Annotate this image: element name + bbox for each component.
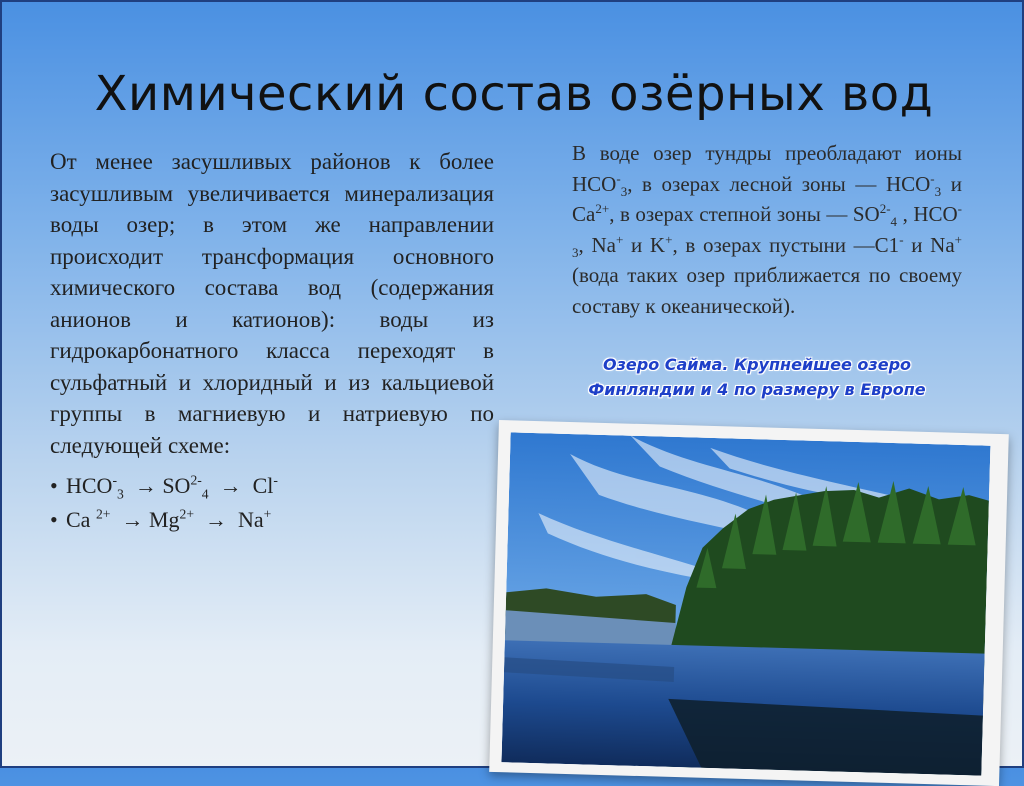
arrow: → <box>205 507 228 532</box>
left-paragraph: От менее засушливых районов к более засушливым увеличивается минерализация воды озер; в этом же направлении происходит трансформация основного химического состава вод (содержания анионов и катионов): воды из гидрокарбонатного класса переходят в сульфатный и хлоридный и из кальциевой группы в магниевую и натриевую по следующей схеме: <box>50 149 494 458</box>
ion-charge: - <box>112 472 117 488</box>
ion-charge: + <box>615 231 624 247</box>
ion-charge: + <box>954 231 962 247</box>
right-text-block <box>572 138 962 321</box>
text-run: , в озерах степной зоны — SO <box>609 202 880 226</box>
bullet-marker: • <box>50 507 58 532</box>
ion-charge: - <box>616 170 621 186</box>
caption-line-2: Финляндии и 4 по размеру в Европе <box>588 380 926 399</box>
photo-caption <box>522 352 992 402</box>
ion-mg: Mg <box>148 507 180 532</box>
text-run: В воде озер тундры преобладают ионы HCO <box>572 141 962 196</box>
ion-charge: - <box>930 170 935 186</box>
ion-index: 4 <box>890 214 898 230</box>
arrow: → <box>219 473 242 498</box>
slide-title: Химический состав озёрных вод <box>94 66 934 122</box>
ion-charge: + <box>263 506 272 522</box>
text-run: и K <box>623 232 666 257</box>
photo-frame <box>489 420 1009 786</box>
bullet-marker: • <box>50 473 58 498</box>
lake-landscape-illustration <box>501 432 990 775</box>
caption-line-1: Озеро Сайма. Крупнейшее озеро <box>602 355 912 374</box>
ion-index: 3 <box>572 244 579 260</box>
arrow: → <box>134 473 157 498</box>
ion-ca: Ca <box>66 507 91 532</box>
ion-charge: 2+ <box>95 506 111 522</box>
ion-index: 3 <box>620 183 628 199</box>
text-run: и Na <box>903 232 955 257</box>
arrow: → <box>121 507 144 532</box>
text-run: , Na <box>578 232 616 257</box>
ion-charge: 2+ <box>179 506 195 522</box>
ion-na: Na <box>238 507 264 532</box>
text-run: , в озерах лесной зоны — HCO <box>627 171 931 196</box>
left-text-block <box>50 146 494 537</box>
text-run: , HCO <box>897 202 958 226</box>
ion-charge: - <box>957 201 962 216</box>
text-run: и Ca <box>572 171 962 226</box>
ion-cl: Cl <box>252 473 274 498</box>
ion-index: 4 <box>201 486 209 502</box>
text-run: , в озерах пустыни —C1 <box>672 232 900 257</box>
ion-index: 3 <box>934 183 942 199</box>
ion-charge: 2+ <box>595 201 610 216</box>
bullet-cation-scheme <box>50 503 494 537</box>
ion-charge: + <box>665 231 673 247</box>
ion-charge: 2- <box>879 201 891 216</box>
lake-saimaa-photo <box>501 432 990 775</box>
ion-index: 3 <box>117 486 124 502</box>
ion-charge: - <box>899 231 904 247</box>
ion-charge: 2- <box>190 472 202 488</box>
ion-hco3: HCO <box>66 473 113 498</box>
text-run: (вода таких озер приближается по своему составу к океанической). <box>572 263 962 318</box>
bullet-anion-scheme <box>50 469 494 503</box>
ion-charge: - <box>273 472 278 488</box>
right-paragraph <box>572 138 962 321</box>
ion-so4: SO <box>162 473 191 498</box>
